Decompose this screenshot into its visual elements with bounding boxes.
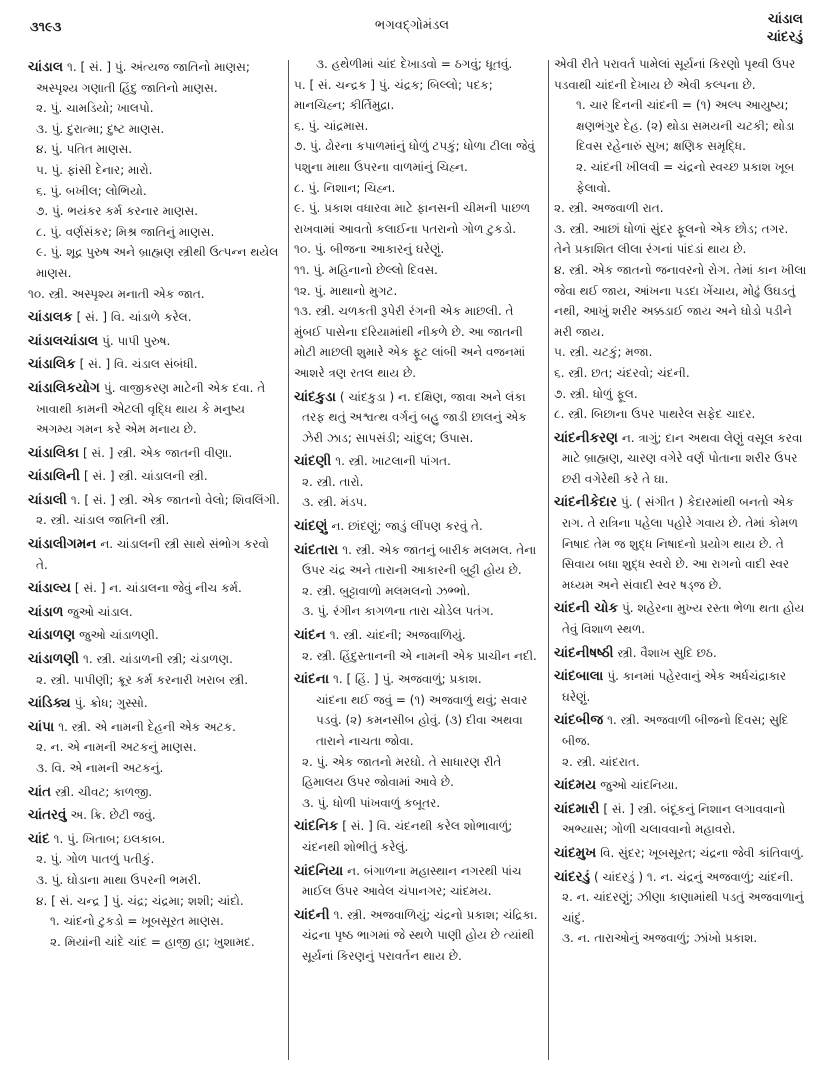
definition-text: ૧. સ્ત્રી. ચાંડાળની સ્ત્રી; ચંડાળણ. bbox=[83, 652, 233, 667]
definition-text: ૩. પું. ધોળી પાંખવાળું કબૂતર. bbox=[302, 795, 441, 810]
headword: ચાંડાલક bbox=[28, 309, 73, 326]
column-1 bbox=[28, 54, 284, 952]
column-2 bbox=[294, 54, 544, 967]
headword: ચાંદમય bbox=[554, 777, 597, 794]
headword: ચાંડાળ bbox=[28, 603, 64, 620]
definition-text: [ સં. ] વિ. ચંદનથી કરેલ શોભાવાળું; ચંદનથી શોભીતું કરેલું. bbox=[302, 819, 513, 854]
dictionary-entry bbox=[28, 331, 284, 352]
definition-text: ચાંદના થઈ જવું = (૧) અજવાળું થવું; સવાર પડવું. (૨) કમનસીબ હોવું. (૩) દીવા અથવા તારાને નાચતા જોવા. bbox=[316, 692, 528, 748]
headword: ચાંદની ચોક bbox=[554, 600, 618, 617]
headword: ચાંદણી bbox=[294, 453, 332, 470]
column-3 bbox=[554, 54, 808, 949]
sense bbox=[28, 222, 284, 243]
headword: ચાંત bbox=[28, 783, 52, 800]
sense bbox=[28, 870, 284, 891]
headword: ચાંડાળણ bbox=[28, 627, 76, 644]
definition-text: સ્ત્રી. વૈશાખ સુદિ છઠ. bbox=[617, 645, 717, 660]
definition-text: જુઓ ચાંદનિયા. bbox=[600, 778, 679, 793]
sense bbox=[554, 384, 808, 405]
sense bbox=[28, 160, 284, 181]
headword: ચાંદની bbox=[294, 906, 330, 923]
definition-text: [ સં. ] વિ. ચાંડાળે કરેલ. bbox=[76, 310, 192, 325]
dictionary-entry bbox=[294, 387, 544, 449]
definition-text: ૪. [ સં. ચન્દ્ર ] પું. ચંદ્ર; ચંદ્રમા; શશી; ચાંદો. bbox=[36, 893, 244, 908]
definition-text: ન. ચાંડાલની સ્ત્રી સાથે સંભોગ કરવો તે. bbox=[36, 537, 270, 572]
headword: ચાંદમારી bbox=[554, 800, 600, 817]
definition-text: ૧. સ્ત્રી. એ નામની દેહની એક અટક. bbox=[58, 719, 236, 734]
sense bbox=[294, 260, 544, 281]
sense bbox=[554, 404, 808, 425]
dictionary-entry bbox=[554, 428, 808, 490]
dictionary-entry bbox=[294, 540, 544, 581]
definition-text: ૧૨. પું. માથાનો મુગટ. bbox=[294, 283, 398, 298]
page-number: ૩૧૯૩ bbox=[30, 20, 62, 35]
definition-text: ૬. પું. ચાંદ્રમાસ. bbox=[294, 118, 369, 133]
definition-text: ૧. પું. ખિતાબ; ઇલકાબ. bbox=[53, 831, 166, 846]
definition-text: ૨. સ્ત્રી. હિંદુસ્તાનની એ નામની એક પ્રાચીન નદી. bbox=[302, 648, 537, 663]
definition-text: એવી રીતે પરાવર્ત પામેલાં સૂર્યનાં કિરણો પૃથ્વી ઉપર પડવાથી ચાંદની દેખાય છે એવી કલ્પના છે. bbox=[554, 57, 796, 92]
definition-text: ૧૧. પું. મહિનાનો છેલ્લો દિવસ. bbox=[294, 262, 438, 277]
headword: ચાંડાલ્ય bbox=[28, 580, 71, 597]
definition-text: ૨. પું. એક જાતનો મરઘો. તે સાધારણ રીતે હિમાલય ઉપર જોવામાં આવે છે. bbox=[302, 754, 502, 790]
column-divider bbox=[288, 60, 289, 1060]
headword: ચાંડિક્ય bbox=[28, 695, 71, 712]
definition-text: ૩. ન. તારાઓનું અજવાળું; ઝાંખો પ્રકાશ. bbox=[562, 931, 758, 946]
definition-text: ૧. સ્ત્રી. અજવાળી બીજનો દિવસ; સુદિ બીજ. bbox=[562, 713, 789, 748]
definition-text: ન. છાંદણું; જાડું લીંપણ કરવું તે. bbox=[331, 519, 483, 534]
definition-text: વિ. સુંદર; ખૂબસૂરત; ચંદ્રના જેવી કાંતિવાળું. bbox=[600, 845, 804, 860]
definition-text: ૨. સ્ત્રી. બુટ્ટાવાળો મલમલનો ઝભ્ભો. bbox=[302, 583, 471, 598]
dictionary-entry bbox=[28, 602, 284, 623]
definition-text: ૧૩. સ્ત્રી. ચળકતી રૂપેરી રંગની એક માછલી. તે મુંબઈ પાસેના દરિયામાંથી નીકળે છે. આ જાતની મોટી માછલી શુમારે એક ફૂટ લાંબી અને વજનમાં આશરે ત્રણ રતલ થાય છે. bbox=[294, 304, 526, 380]
definition-text: ૮. સ્ત્રી. બિછાના ઉપર પાથરેલ સફેદ ચાદર. bbox=[554, 407, 756, 422]
headword: ચાંડાલિકયોગ bbox=[28, 379, 100, 396]
definition-text: ૩. પું. ઘોડાના માથા ઉપરની ભમરી. bbox=[36, 872, 202, 887]
sense bbox=[28, 510, 284, 531]
sense bbox=[554, 198, 808, 219]
sense bbox=[28, 849, 284, 870]
definition-text: ૪. સ્ત્રી. એક જાતનો જનાવરનો રોગ. તેમાં કાન ખીલા જેવા થઈ જાય, આંખના પડદા ખેંચાય, મોઢું ઉઘડતું નથી, આખું શરીર અક્કડાઈ જાય અને ઘોડો પડીને મરી જાય. bbox=[554, 262, 807, 339]
dictionary-entry bbox=[554, 492, 808, 595]
dictionary-entry bbox=[28, 717, 284, 738]
definition-text: પું. ક્રોધ; ગુસ્સો. bbox=[74, 696, 148, 711]
definition-text: ૭. પું. ઢોરના કપાળમાંનું ધોળું ટપકું; ધોળા ટીલા જેવું પશુના માથા ઉપરના વાળમાંનું ચિહ્ન. bbox=[294, 139, 535, 174]
dictionary-entry bbox=[554, 710, 808, 751]
guide-word-first: ચાંડાલ bbox=[767, 11, 803, 27]
headword: ચાંડાળણી bbox=[28, 651, 79, 668]
definition-text: ૧૦. સ્ત્રી. અસ્પૃશ્ય મનાતી એક જાત. bbox=[28, 286, 205, 301]
sense bbox=[28, 758, 284, 779]
definition-text: ૨. સ્ત્રી. તારો. bbox=[302, 474, 364, 489]
definition-text: ૧. સ્ત્રી. એક જાતનું બારીક મલમલ. તેના ઉપર ચંદ્ર અને તારાની આકારની બુટ્ટી હોય છે. bbox=[302, 542, 537, 578]
headword: ચાંદનીકેદાર bbox=[554, 494, 617, 511]
sense bbox=[554, 54, 808, 95]
dictionary-entry bbox=[28, 490, 284, 511]
definition-text: ૧. સ્ત્રી. ખાટલાની પાંગત. bbox=[335, 454, 451, 469]
sense bbox=[28, 139, 284, 160]
definition-text: ૩. પું. રંગીન કાગળના તારા ચોડેલ પતંગ. bbox=[302, 604, 494, 619]
definition-text: ૨. સ્ત્રી. પાપીણી; ક્રૂર કર્મ કરનારી ખરાબ સ્ત્રી. bbox=[36, 672, 249, 687]
dictionary-entry bbox=[28, 625, 284, 646]
definition-text: ૮. પું. નિશાન; ચિહ્ન. bbox=[294, 180, 396, 195]
headword: ચાંદબાલા bbox=[554, 668, 604, 685]
sense bbox=[294, 581, 544, 602]
definition-text: ૨. મિયાંની ચાંદે ચાંદ = હાજી હા; ખુશામદ. bbox=[50, 934, 255, 949]
sense bbox=[294, 646, 544, 667]
headword: ચાંદન bbox=[294, 627, 326, 644]
definition-text: ૧. ચાંદનો ટુકડો = ખૂબસૂરત માણસ. bbox=[50, 914, 224, 929]
sense bbox=[28, 98, 284, 119]
sense bbox=[294, 752, 544, 793]
headword: ચાંદરડું bbox=[554, 868, 591, 885]
dictionary-entry bbox=[294, 669, 544, 690]
definition-text: સ્ત્રી. ચીવટ; કાળજી. bbox=[55, 784, 153, 799]
definition-text: પું. વાજીકરણ માટેની એક દવા. તે ખાવાથી કામની એટલી વૃદ્ધિ થાય કે મનુષ્ય અગમ્ય ગમન કરે એમ મનાય છે. bbox=[36, 380, 266, 437]
running-title: ભગવદ્ગોમંડલ bbox=[374, 18, 450, 33]
definition-text: ૧૦. પું. બીજના આકારનું ઘરેણું. bbox=[294, 242, 445, 257]
definition-text: ( ચાંદકુડા ) ન. દક્ષિણ, જાવા અને લંકા તરફ થતું અશ્વત્થ વર્ગનું બહુ જાડી છાલનું એક ઝેરી ઝાડ; સાપસંડી; ચાંદુલ; ઉપાસ. bbox=[302, 389, 527, 445]
sense bbox=[554, 219, 808, 260]
definition-text: ૮. પું. વર્ણસંકર; મિશ્ર જાતિનું માણસ. bbox=[36, 224, 215, 239]
idiom bbox=[28, 911, 284, 932]
definition-text: ૧. સ્ત્રી. અજવાળિયું; ચંદ્રનો પ્રકાશ; ચંદ્રિકા. ચંદ્રના પૃષ્ઠ ભાગમાં જે સ્થળે પાણી હોય છે ત્યાંથી સૂર્યનાં કિરણનું પરાવર્તન થાય છે. bbox=[302, 907, 538, 963]
definition-text: ૨. ન. ચાંદરણું; ઝીણા કાણામાંથી પડતું અજવાળાનું ચાંદું. bbox=[562, 890, 804, 925]
dictionary-entry bbox=[554, 799, 808, 840]
headword: ચાંદના bbox=[294, 671, 330, 688]
sense bbox=[294, 601, 544, 622]
definition-text: ૩. સ્ત્રી. મંડપ. bbox=[302, 495, 368, 510]
headword: ચાંદનિક bbox=[294, 818, 339, 835]
headword: ચાંદમુખ bbox=[554, 844, 597, 861]
sense bbox=[554, 260, 808, 342]
sense bbox=[294, 198, 544, 239]
headword: ચાંડાલી bbox=[28, 491, 67, 508]
definition-text: [ સં. ] વિ. ચંડાલ સંબંધી. bbox=[79, 357, 198, 372]
definition-text: પું. પાપી પુરુષ. bbox=[102, 333, 171, 348]
headword: ચાંદબીજ bbox=[554, 712, 604, 729]
sense bbox=[294, 281, 544, 302]
definition-text: જુઓ ચાંડાળણી. bbox=[79, 628, 159, 643]
dictionary-entry bbox=[28, 805, 284, 826]
definition-text: [ સં. ] સ્ત્રી. બંદૂકનું નિશાન લગાવવાનો અભ્યાસ; ગોળી ચલાવવાનો મહાવરો. bbox=[562, 801, 786, 837]
definition-text: ૪. પું. પતિત માણસ. bbox=[36, 142, 133, 157]
definition-text: ૫. [ સં. ચન્દ્રક ] પું. ચંદ્રક; બિલ્લો; પદક; માનચિહ્ન; કીર્તિમુદ્રા. bbox=[294, 77, 493, 113]
definition-text: ૨. સ્ત્રી. ચાંદરાત. bbox=[562, 754, 640, 769]
dictionary-entry bbox=[554, 598, 808, 639]
definition-text: ૧. [ સં. ] સ્ત્રી. એક જાતનો વેલો; શિવલિંગી. bbox=[70, 492, 280, 507]
sense bbox=[294, 492, 544, 513]
headword: ચાંદ bbox=[28, 830, 50, 847]
definition-text: ૬. પું. બખીલ; લોભિયો. bbox=[36, 183, 147, 198]
definition-text: ૨. પું. ગોળ પાતળું પતીકું. bbox=[36, 852, 155, 867]
headword: ચાંદકુડા bbox=[294, 388, 336, 405]
idiom bbox=[28, 932, 284, 953]
definition-text: ૩. વિ. એ નામની અટકનું. bbox=[36, 761, 164, 775]
sense bbox=[28, 181, 284, 202]
dictionary-entry bbox=[28, 829, 284, 850]
column-divider bbox=[548, 60, 549, 1060]
sense bbox=[554, 363, 808, 384]
sense bbox=[294, 75, 544, 116]
headword: ચાંડાલીગમન bbox=[28, 536, 97, 553]
definition-text: [ સં. ] સ્ત્રી. એક જાતની વીણા. bbox=[82, 445, 233, 460]
sense bbox=[28, 737, 284, 758]
dictionary-entry bbox=[28, 578, 284, 599]
dictionary-entry bbox=[28, 466, 284, 487]
headword: ચાંડાલિકા bbox=[28, 444, 79, 461]
definition-text: જુઓ ચાંડાલ. bbox=[67, 604, 133, 619]
dictionary-entry bbox=[28, 782, 284, 803]
idiom bbox=[554, 95, 808, 157]
headword: ચાંદનીકરણ bbox=[554, 429, 618, 446]
definition-text: ૧. સ્ત્રી. ચાંદની; અજવાળિયું. bbox=[329, 628, 466, 643]
definition-text: ૨. ચાંદની ખીલવી = ચંદ્રનો સ્વચ્છ પ્રકાશ ખૂબ ફેલાવો. bbox=[576, 159, 795, 195]
definition-text: ૩. પું. દુરાત્મા; દુષ્ટ માણસ. bbox=[36, 121, 165, 136]
headword: ચાંડાલ bbox=[28, 59, 64, 75]
definition-text: ૯. પું. શૂદ્ર પુરુષ અને બ્રાહ્મણ સ્ત્રીથી ઉત્પન્ન થયેલ માણસ. bbox=[36, 245, 279, 280]
definition-text: ૭. સ્ત્રી. ધોળું ફૂલ. bbox=[554, 386, 638, 401]
sense bbox=[294, 178, 544, 199]
dictionary-entry bbox=[294, 516, 544, 537]
definition-text: ૫. સ્ત્રી. ચટકું; મજા. bbox=[554, 345, 653, 360]
guide-words bbox=[767, 10, 803, 46]
sense bbox=[28, 242, 284, 283]
dictionary-entry bbox=[28, 57, 284, 98]
headword: ચાંદણું bbox=[294, 518, 328, 535]
definition-text: ૩. સ્ત્રી. આછાં ધોળાં સુંદર ફૂલનો એક છોડ; તગર. તેને પ્રકાશિત લીલા રંગનાં પાંદડાં થાય છે. bbox=[554, 221, 789, 257]
dictionary-entry bbox=[294, 816, 544, 857]
sense bbox=[28, 891, 284, 912]
sense bbox=[294, 136, 544, 177]
sense bbox=[28, 284, 284, 305]
definition-text: પું. કાનમાં પહેરવાનું એક અર્ધચંદ્રાકાર ઘરેણું. bbox=[562, 669, 787, 704]
dictionary-entry bbox=[554, 775, 808, 796]
definition-text: ૨. ન. એ નામની અટકનું માણસ. bbox=[36, 740, 197, 755]
sense bbox=[294, 793, 544, 814]
dictionary-entry bbox=[294, 905, 544, 967]
dictionary-entry bbox=[294, 861, 544, 902]
definition-text: ૩. હથેળીમાં ચાંદ દેખાડવો = ઠગવું; ધૂતવું. bbox=[316, 57, 513, 71]
definition-text: ૯. પું. પ્રકાશ વધારવા માટે ફાનસની ચીમની પાછળ રાખવામાં આવતો કલાઈના પતરાનો ગોળ ટુકડો. bbox=[294, 201, 531, 236]
dictionary-entry bbox=[554, 666, 808, 707]
dictionary-entry bbox=[28, 649, 284, 670]
sense bbox=[294, 116, 544, 137]
guide-word-last: ચાંદરડું bbox=[766, 29, 803, 45]
definition-text: ૧. ચાર દિનની ચાંદની = (૧) અલ્પ આયુષ્ય; ક્ષણભંગુર દેહ. (૨) થોડા સમયની ચટકી; થોડા દિવસ રહેનારું સુખ; ક્ષણિક સમૃદ્ધિ. bbox=[576, 98, 795, 154]
headword: ચાંદતારા bbox=[294, 541, 339, 558]
definition-text: ૧. [ હિં. ] પું. અજવાળું; પ્રકાશ. bbox=[333, 672, 482, 687]
definition-text: ન. બંગાળના મહાસ્થાન નગરથી પાંચ માઈલ ઉપર આવેલ ચંપાનગર; ચાંદમય. bbox=[302, 863, 522, 899]
headword: ચાંદનિયા bbox=[294, 862, 344, 879]
sense bbox=[554, 342, 808, 363]
definition-text: [ સં. ] સ્ત્રી. ચાંડાલની સ્ત્રી. bbox=[84, 469, 208, 484]
headword: ચાંદનીષષ્ઠી bbox=[554, 644, 614, 661]
headword: ચાંતરવું bbox=[28, 807, 67, 824]
sense bbox=[554, 928, 808, 949]
dictionary-entry bbox=[294, 451, 544, 472]
definition-text: અ. ક્રિ. છેટી જવું. bbox=[70, 808, 156, 823]
dictionary-entry bbox=[554, 643, 808, 664]
definition-text: ૨. પું. ચામડિયો; ખાલપો. bbox=[36, 101, 154, 116]
idiom bbox=[554, 157, 808, 198]
dictionary-entry bbox=[28, 443, 284, 464]
sense bbox=[554, 887, 808, 928]
dictionary-entry bbox=[554, 867, 808, 888]
definition-text: પું. શહેરના મુખ્ય રસ્તા ભેળા થતા હોય તેવું વિશાળ સ્થળ. bbox=[562, 601, 805, 637]
dictionary-entry bbox=[28, 378, 284, 440]
definition-text: ૨. સ્ત્રી. અજવાળી રાત. bbox=[554, 201, 664, 216]
sense bbox=[294, 301, 544, 383]
definition-text: ૬. સ્ત્રી. છત; ચંદરવો; ચંદની. bbox=[554, 365, 690, 380]
definition-text: પું. ( સંગીત ) કેદારમાંથી બનતો એક રાગ. તે રાત્રિના પહેલા પહોરે ગવાય છે. તેમાં કોમળ નિષાદ તેમ જ શુદ્ધ નિષાદનો પ્રયોગ થાય છે. તે સિવાય બધા શુદ્ધ સ્વરો છે. આ રાગનો વાદી સ્વર મધ્યમ અને સંવાદી સ્વર ષડ્જ છે. bbox=[562, 495, 798, 592]
sense bbox=[554, 752, 808, 773]
idiom bbox=[294, 690, 544, 752]
dictionary-entry bbox=[28, 354, 284, 375]
headword: ચાંડાલિક bbox=[28, 356, 76, 373]
definition-text: ૫. પું. ફાંસી દેનાર; મારો. bbox=[36, 162, 153, 177]
sense bbox=[294, 239, 544, 260]
sense bbox=[28, 201, 284, 222]
definition-text: ૭. પું. ભયંકર કર્મ કરનાર માણસ. bbox=[36, 204, 199, 219]
definition-text: [ સં. ] ન. ચાંડાલના જેવું નીચ કર્મ. bbox=[74, 581, 242, 596]
dictionary-entry bbox=[294, 625, 544, 646]
sense bbox=[294, 472, 544, 493]
sense bbox=[28, 670, 284, 691]
sense bbox=[28, 119, 284, 140]
definition-text: ( ચાંદરડું ) ૧. ન. ચંદ્રનું અજવાળું; ચાંદની. bbox=[594, 869, 794, 884]
definition-text: ન. ત્રાગું; દાન અથવા લેણું વસૂલ કરવા માટે બ્રાહ્મણ, ચારણ વગેરે વર્ણ પોતાના શરીર ઉપર છરી વગેરેથી કરે તે ઘા. bbox=[562, 430, 803, 486]
headword: ચાંડાલિની bbox=[28, 468, 81, 485]
headword: ચાંપા bbox=[28, 718, 55, 735]
dictionary-entry bbox=[28, 693, 284, 714]
definition-text: ૧. [ સં. ] પું. અંત્યજ જાતિનો માણસ; અસ્પૃશ્ય ગણાતી હિંદુ જાતિનો માણસ. bbox=[36, 60, 250, 95]
idiom bbox=[294, 54, 544, 75]
headword: ચાંડાલચાંડાલ bbox=[28, 332, 99, 349]
dictionary-entry bbox=[28, 534, 284, 575]
dictionary-entry bbox=[554, 843, 808, 864]
definition-text: ૨. સ્ત્રી. ચાંડાલ જાતિની સ્ત્રી. bbox=[36, 513, 170, 528]
dictionary-entry bbox=[28, 307, 284, 328]
